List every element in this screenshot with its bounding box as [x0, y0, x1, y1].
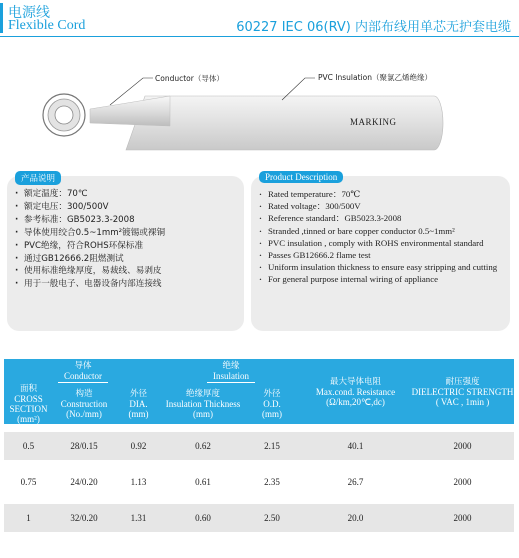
- header-divider: [0, 36, 519, 37]
- list-item: · 额定温度：70℃: [15, 188, 240, 201]
- cable-marking: MARKING: [350, 117, 397, 127]
- table-cell: 0.62: [162, 432, 244, 460]
- table-cell: 2000: [411, 504, 514, 532]
- table-cell: 2.50: [244, 504, 300, 532]
- list-item: · 通过GB12666.2阻燃测试: [15, 253, 240, 266]
- table-cell: 1.13: [115, 468, 162, 496]
- list-item: · Stranded ,tinned or bare copper conductor 0.5~1mm²: [259, 225, 506, 237]
- table-cell: 28/0.15: [53, 432, 115, 460]
- list-item: · For general purpose internal wiring of appliance: [259, 273, 506, 285]
- header-construction: 构造 Construction (No./mm): [53, 383, 115, 424]
- table-cell: 2000: [411, 468, 514, 496]
- table-cell: 0.60: [162, 504, 244, 532]
- list-item: · Passes GB12666.2 flame test: [259, 249, 506, 261]
- header-insulation-cn: 绝缘: [222, 360, 240, 371]
- product-description-en-tag: Product Description: [259, 171, 343, 183]
- list-item: · Reference standard：GB5023.3-2008: [259, 212, 506, 224]
- list-item: · PVC insulation , comply with ROHS environmental standard: [259, 237, 506, 249]
- header-dia: 外径 DIA. (mm): [115, 383, 162, 424]
- table-cell: 32/0.20: [53, 504, 115, 532]
- table-cell: 1.31: [115, 504, 162, 532]
- header-group-conductor: [4, 359, 162, 383]
- list-item: · Rated voltage：300/500V: [259, 200, 506, 212]
- header-dielectric-strength: 耐压强度 DIELECTRIC STRENGTH ( VAC , 1min ): [411, 359, 514, 424]
- product-description-en-list: [259, 188, 506, 286]
- header-group-insulation: [162, 359, 300, 383]
- table-cell: 2000: [411, 432, 514, 460]
- standard-title: 60227 IEC 06(RV) 内部布线用单芯无护套电缆: [236, 20, 511, 35]
- table-row: [4, 432, 514, 460]
- list-item: · 使用标准绝缘厚度，易裁线、易剥皮: [15, 265, 240, 278]
- list-item: · 参考标准：GB5023.3-2008: [15, 214, 240, 227]
- table-cell: 1: [4, 504, 53, 532]
- conductor-label: Conductor（导体）: [155, 74, 224, 83]
- product-description-cn-list: [15, 188, 240, 291]
- table-cell: 40.1: [300, 432, 411, 460]
- table-cell: 0.5: [4, 432, 53, 460]
- list-item: · Uniform insulation thickness to ensure easy stripping and cutting: [259, 261, 506, 273]
- table-cell: 0.75: [4, 468, 53, 496]
- page-title-en: Flexible Cord: [8, 18, 86, 33]
- cross-section-core: [55, 106, 73, 124]
- cable-illustration: [0, 40, 519, 165]
- header-accent-bar: [0, 3, 3, 33]
- insulation-label: PVC Insulation（聚氯乙烯绝缘）: [318, 73, 432, 82]
- list-item: · 导体使用绞合0.5~1mm²镀锡或裸铜: [15, 227, 240, 240]
- product-description-cn-tag: 产品说明: [15, 171, 61, 185]
- list-item: · 用于一般电子、电器设备内部连接线: [15, 278, 240, 291]
- product-description-cn-panel: [7, 176, 244, 331]
- table-cell: 24/0.20: [53, 468, 115, 496]
- header-conductor-en: Conductor: [64, 370, 103, 381]
- table-header-group-row: [4, 359, 514, 383]
- product-description-en-panel: [251, 172, 510, 331]
- table-row: [4, 468, 514, 496]
- table-cell: 0.92: [115, 432, 162, 460]
- list-item: · 额定电压：300/500V: [15, 201, 240, 214]
- conductor-core: [90, 96, 170, 126]
- page-title-cn: 电源线: [8, 5, 50, 21]
- header-insulation-thickness: 绝缘厚度 Insulation Thickness (mm): [162, 383, 244, 424]
- table-cell: 2.35: [244, 468, 300, 496]
- table-row: [4, 504, 514, 532]
- table-cell: 20.0: [300, 504, 411, 532]
- header-resistance: 最大导体电阻 Max.cond. Resistance (Ω/km,20℃,dc): [300, 359, 411, 424]
- table-cell: 0.61: [162, 468, 244, 496]
- header-insulation-en: Insulation: [213, 370, 250, 381]
- table-cell: 2.15: [244, 432, 300, 460]
- header-cross-section: 面积 CROSS SECTION (mm²): [4, 383, 53, 424]
- header-conductor-cn: 导体: [74, 360, 92, 371]
- table-cell: 26.7: [300, 468, 411, 496]
- specification-table: [4, 359, 514, 532]
- header-outer-diameter: 外径 O.D. (mm): [244, 383, 300, 424]
- list-item: · PVC绝缘，符合ROHS环保标准: [15, 240, 240, 253]
- list-item: · Rated temperature：70℃: [259, 188, 506, 200]
